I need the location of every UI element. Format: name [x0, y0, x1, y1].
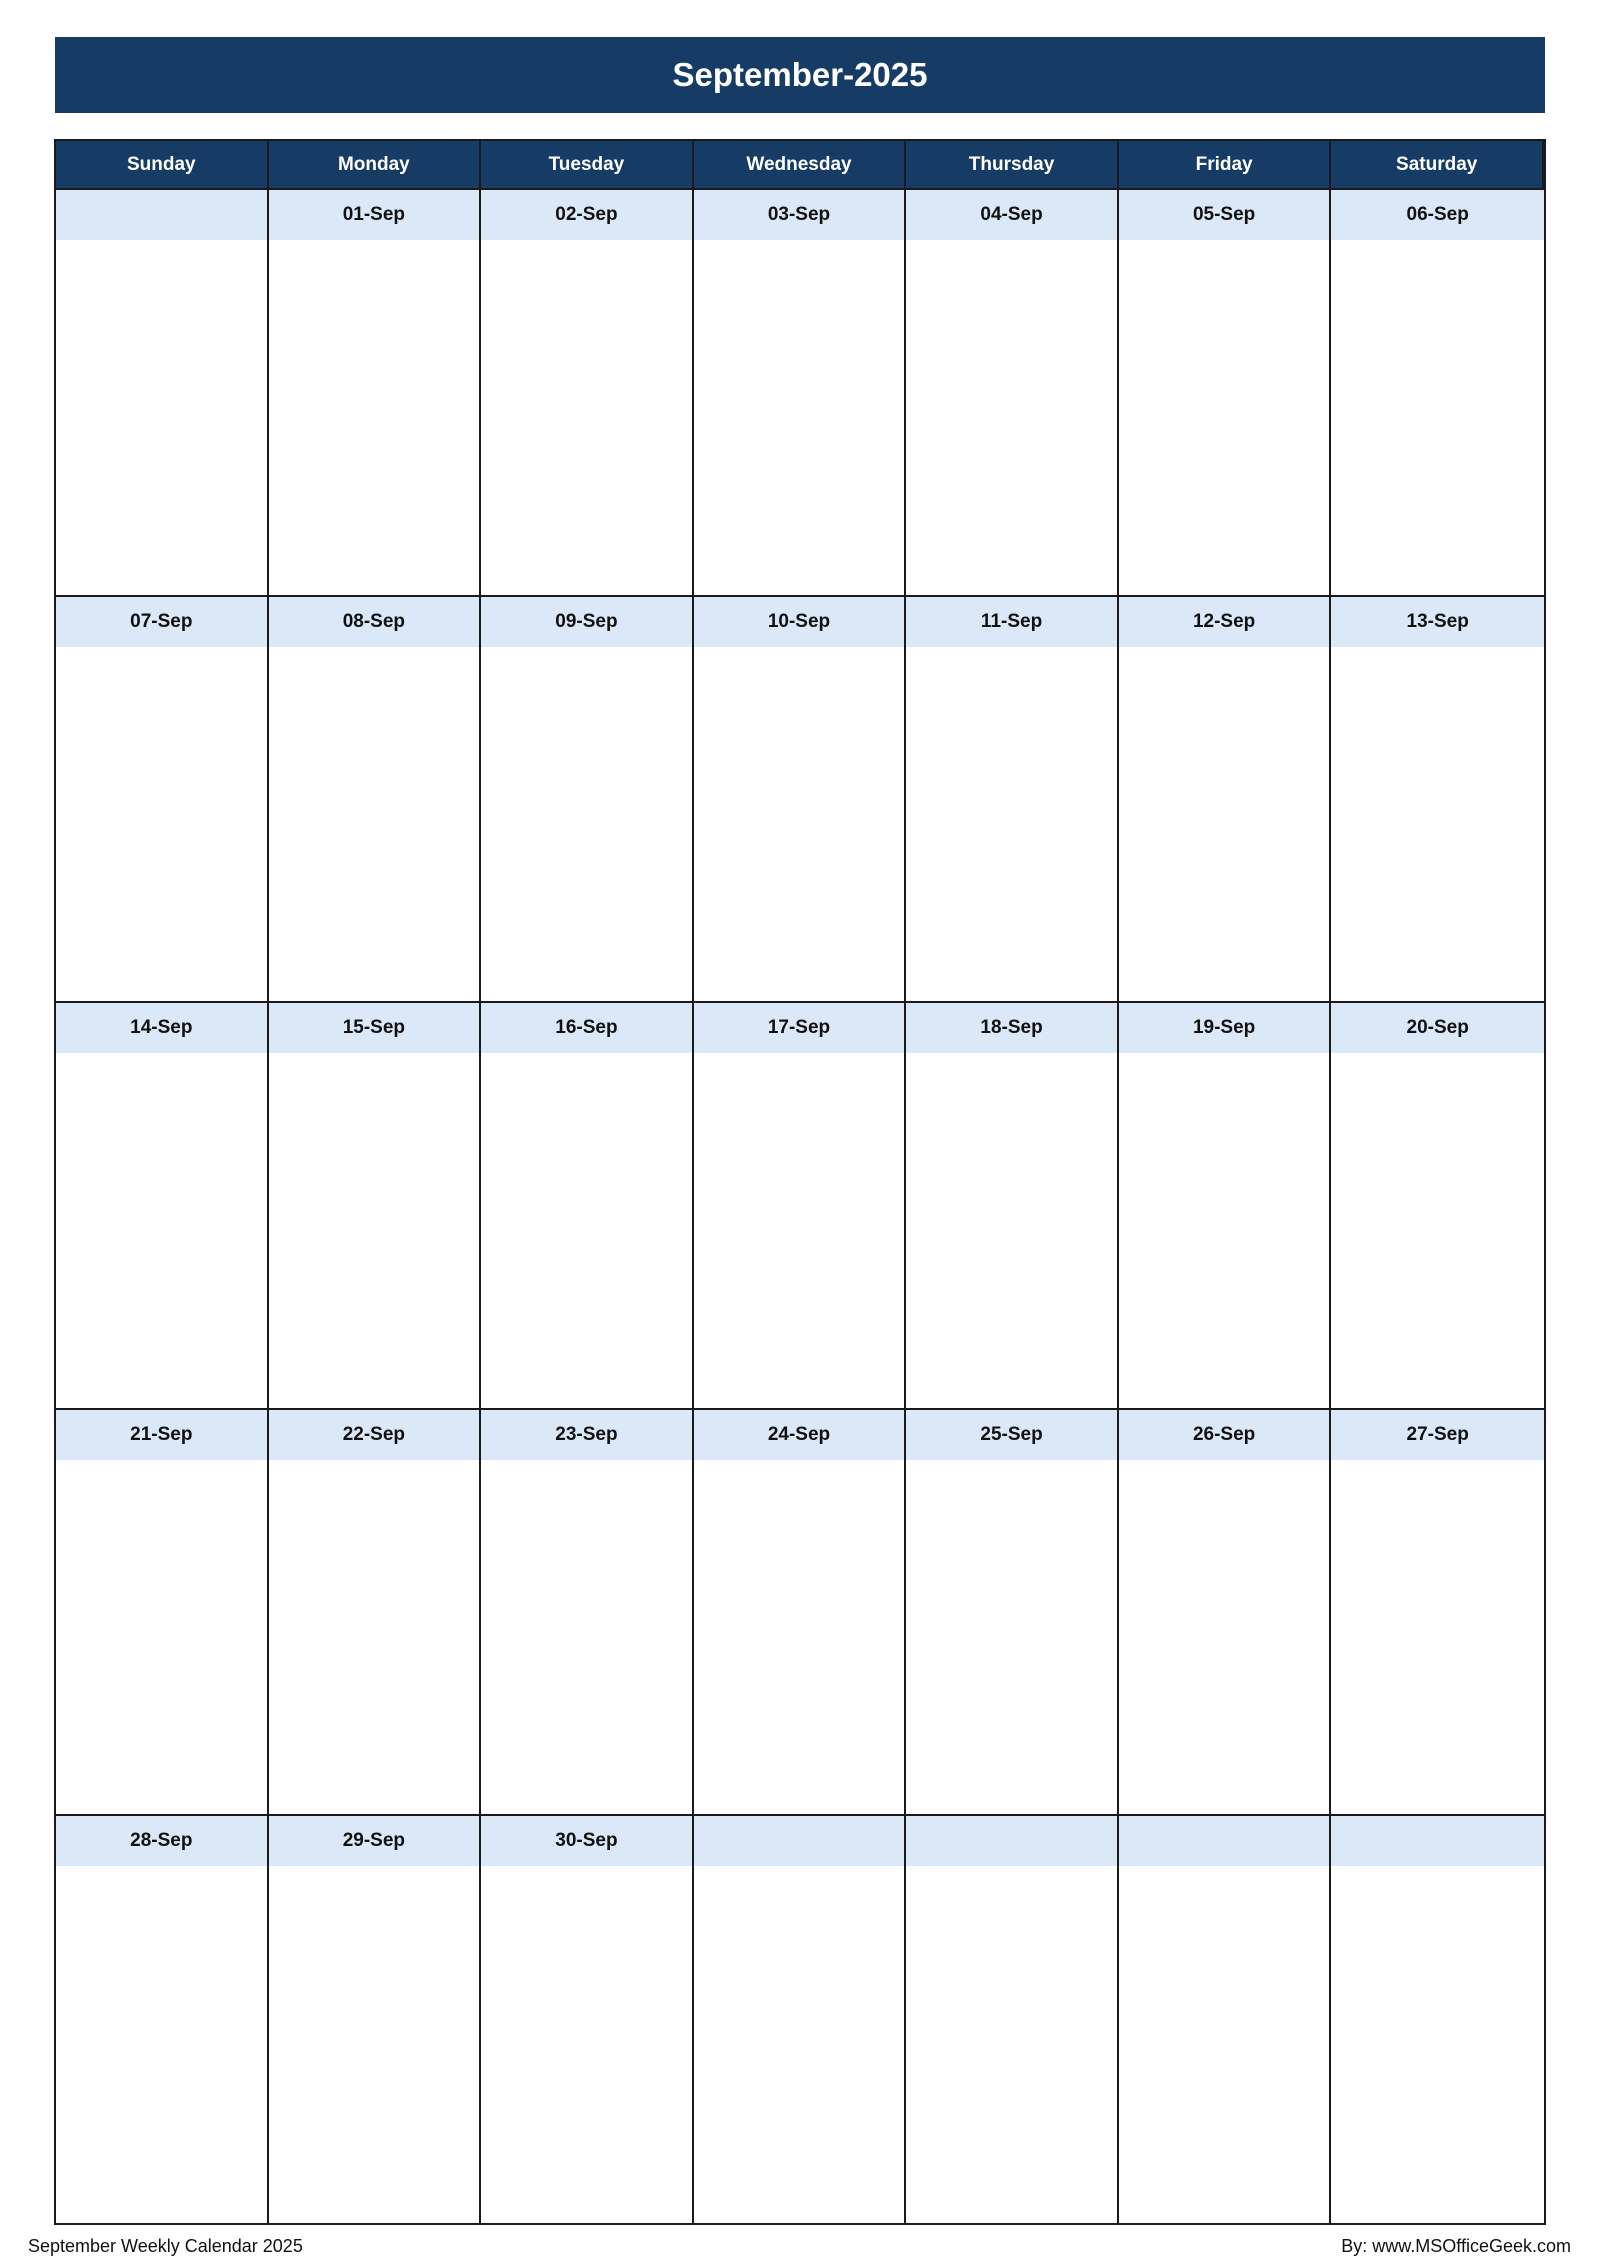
calendar-grid — [54, 139, 1546, 2225]
day-date-label: 01-Sep — [269, 190, 480, 240]
day-cell[interactable] — [1119, 190, 1332, 597]
day-cell[interactable] — [906, 1003, 1119, 1410]
day-notes-area[interactable] — [1331, 1866, 1544, 2223]
day-notes-area[interactable] — [1331, 1460, 1544, 1815]
day-date-label — [694, 1816, 905, 1866]
day-cell[interactable] — [694, 1816, 907, 2223]
day-notes-area[interactable] — [481, 1866, 692, 2223]
day-date-label — [56, 190, 267, 240]
day-notes-area[interactable] — [56, 240, 267, 595]
day-cell[interactable] — [481, 1816, 694, 2223]
weekday-header-monday: Monday — [269, 141, 482, 190]
day-notes-area[interactable] — [269, 1053, 480, 1408]
day-date-label — [906, 1816, 1117, 1866]
day-notes-area[interactable] — [481, 1460, 692, 1815]
day-date-label: 28-Sep — [56, 1816, 267, 1866]
day-cell[interactable] — [481, 190, 694, 597]
day-date-label: 05-Sep — [1119, 190, 1330, 240]
day-notes-area[interactable] — [481, 240, 692, 595]
day-cell[interactable] — [1331, 1816, 1544, 2223]
day-cell[interactable] — [269, 190, 482, 597]
day-date-label: 03-Sep — [694, 190, 905, 240]
day-notes-area[interactable] — [1331, 647, 1544, 1002]
day-cell[interactable] — [481, 1003, 694, 1410]
day-date-label: 13-Sep — [1331, 597, 1544, 647]
day-notes-area[interactable] — [481, 1053, 692, 1408]
weekday-header-saturday: Saturday — [1331, 141, 1544, 190]
day-notes-area[interactable] — [56, 647, 267, 1002]
day-cell[interactable] — [1119, 1410, 1332, 1817]
day-date-label: 17-Sep — [694, 1003, 905, 1053]
day-notes-area[interactable] — [269, 240, 480, 595]
weekday-header-friday: Friday — [1119, 141, 1332, 190]
day-cell[interactable] — [56, 597, 269, 1004]
day-cell[interactable] — [1331, 597, 1544, 1004]
calendar-title: September-2025 — [55, 37, 1545, 113]
day-cell[interactable] — [694, 1410, 907, 1817]
day-cell[interactable] — [481, 1410, 694, 1817]
day-cell[interactable] — [906, 190, 1119, 597]
day-cell[interactable] — [1119, 597, 1332, 1004]
day-notes-area[interactable] — [1119, 647, 1330, 1002]
day-date-label: 07-Sep — [56, 597, 267, 647]
day-cell[interactable] — [906, 1816, 1119, 2223]
day-cell[interactable] — [906, 1410, 1119, 1817]
day-date-label: 10-Sep — [694, 597, 905, 647]
day-notes-area[interactable] — [1119, 1460, 1330, 1815]
day-date-label: 26-Sep — [1119, 1410, 1330, 1460]
day-notes-area[interactable] — [906, 1460, 1117, 1815]
day-date-label: 25-Sep — [906, 1410, 1117, 1460]
day-notes-area[interactable] — [56, 1866, 267, 2223]
day-date-label — [1119, 1816, 1330, 1866]
footer-credit: By: www.MSOfficeGeek.com — [1341, 2236, 1571, 2256]
day-date-label: 29-Sep — [269, 1816, 480, 1866]
weekday-header-sunday: Sunday — [56, 141, 269, 190]
day-date-label: 04-Sep — [906, 190, 1117, 240]
day-notes-area[interactable] — [906, 240, 1117, 595]
day-notes-area[interactable] — [56, 1460, 267, 1815]
day-cell[interactable] — [694, 1003, 907, 1410]
day-cell[interactable] — [1331, 190, 1544, 597]
day-notes-area[interactable] — [1331, 240, 1544, 595]
day-date-label: 23-Sep — [481, 1410, 692, 1460]
day-notes-area[interactable] — [269, 1460, 480, 1815]
day-cell[interactable] — [269, 1410, 482, 1817]
day-cell[interactable] — [56, 1003, 269, 1410]
day-cell[interactable] — [269, 1816, 482, 2223]
day-date-label: 15-Sep — [269, 1003, 480, 1053]
day-notes-area[interactable] — [1119, 240, 1330, 595]
day-date-label: 22-Sep — [269, 1410, 480, 1460]
day-notes-area[interactable] — [481, 647, 692, 1002]
day-notes-area[interactable] — [1119, 1053, 1330, 1408]
day-date-label: 27-Sep — [1331, 1410, 1544, 1460]
day-cell[interactable] — [56, 1816, 269, 2223]
day-cell[interactable] — [1119, 1816, 1332, 2223]
day-notes-area[interactable] — [56, 1053, 267, 1408]
day-date-label: 12-Sep — [1119, 597, 1330, 647]
day-notes-area[interactable] — [1119, 1866, 1330, 2223]
day-notes-area[interactable] — [906, 1866, 1117, 2223]
day-date-label: 06-Sep — [1331, 190, 1544, 240]
day-cell[interactable] — [1331, 1003, 1544, 1410]
day-cell[interactable] — [56, 190, 269, 597]
day-notes-area[interactable] — [906, 1053, 1117, 1408]
day-cell[interactable] — [56, 1410, 269, 1817]
day-date-label: 08-Sep — [269, 597, 480, 647]
day-date-label: 02-Sep — [481, 190, 692, 240]
day-notes-area[interactable] — [269, 647, 480, 1002]
day-date-label: 18-Sep — [906, 1003, 1117, 1053]
day-notes-area[interactable] — [694, 1053, 905, 1408]
day-cell[interactable] — [1331, 1410, 1544, 1817]
weekday-header-thursday: Thursday — [906, 141, 1119, 190]
day-notes-area[interactable] — [694, 1460, 905, 1815]
day-notes-area[interactable] — [906, 647, 1117, 1002]
day-date-label — [1331, 1816, 1544, 1866]
day-notes-area[interactable] — [269, 1866, 480, 2223]
day-cell[interactable] — [694, 597, 907, 1004]
day-cell[interactable] — [269, 597, 482, 1004]
weekday-header-wednesday: Wednesday — [694, 141, 907, 190]
day-cell[interactable] — [1119, 1003, 1332, 1410]
day-date-label: 30-Sep — [481, 1816, 692, 1866]
day-cell[interactable] — [906, 597, 1119, 1004]
day-cell[interactable] — [269, 1003, 482, 1410]
day-cell[interactable] — [481, 597, 694, 1004]
day-date-label: 20-Sep — [1331, 1003, 1544, 1053]
footer-caption: September Weekly Calendar 2025 — [28, 2236, 303, 2256]
day-cell[interactable] — [694, 190, 907, 597]
day-notes-area[interactable] — [694, 647, 905, 1002]
day-notes-area[interactable] — [1331, 1053, 1544, 1408]
weekday-header-tuesday: Tuesday — [481, 141, 694, 190]
day-date-label: 19-Sep — [1119, 1003, 1330, 1053]
day-notes-area[interactable] — [694, 240, 905, 595]
day-date-label: 11-Sep — [906, 597, 1117, 647]
day-date-label: 14-Sep — [56, 1003, 267, 1053]
day-notes-area[interactable] — [694, 1866, 905, 2223]
day-date-label: 24-Sep — [694, 1410, 905, 1460]
day-date-label: 21-Sep — [56, 1410, 267, 1460]
day-date-label: 09-Sep — [481, 597, 692, 647]
day-date-label: 16-Sep — [481, 1003, 692, 1053]
